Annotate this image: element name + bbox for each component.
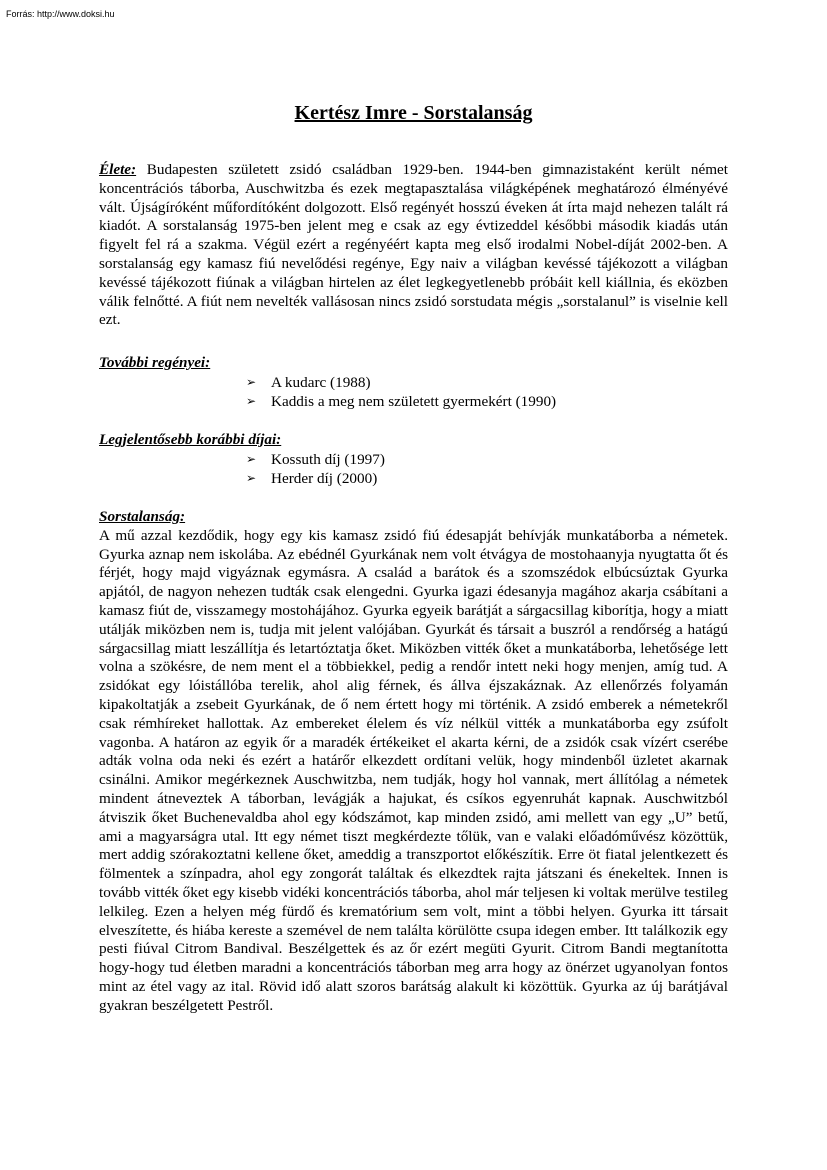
list-item-text: Kossuth díj (1997) (271, 450, 385, 468)
sorstalansag-text: A mű azzal kezdődik, hogy egy kis kamasz zsidó fiú édesapját behívják munkatáborba a németek. Gyurka aznap nem iskolába. Az ebédnél Gyurkának nem volt étvágya de mostohaanyja nyugtatta őt és férjét, hogy majd vigyáznak egymásra. A család a barátok és a szomszédok elbúcsúztak Gyurka apjától, de nagyon nehezen tudták csak elengedni. Gyurka igazi édesanyja magához akarja csábítani a kamasz fiút de, visszamegy mostohájához. Gyurka egyeik barátját a sárgacsillag kiborítja, hogy a miatt utálják miközben nem is, tudja mit jelent valójában. Gyurkát és társait a buszról a rendőrség a hatágú sárgacsillag miatt leszállítja és letartóztatja őket. Miközben vitték őket a munkatáborba, lehetősége lett volna a szökésre, de nem ment el a többiekkel, pedig a rendőr intett neki hogy menjen, amíg tud. A zsidókat egy lóistállóba terelik, ahol alig férnek, és állva éjszakáznak. Az ellenőrzés folyamán kipakoltatják a zsebeit Gyurkának, de ő nem értett hogy mi történik. A zsidó emberek a németekről csak rémhíreket hallottak. Az embereket élelem és víz nélkül vitték a munkatáborba egy zsúfolt vagonba. A határon az egyik őr a maradék értékeiket el akarta kérni, de a zsidók csak vízért cserébe adták volna oda neki és ezért a határőr elkezdett ordítani velük, hogy mindenből üzletet akarnak csinálni. Amikor megérkeznek Auschwitzba, nem tudják, hogy hol vannak, mert állítólag a németek mindent átneveztek A táborban, levágják a hajukat, és csíkos egyenruhát kapnak. Auschwitzból átviszik őket Buchenevaldba ahol egy kódszámot, kap minden zsidó, ami mellett van egy „U” betű, ami a magyarságra utal. Itt egy német tiszt megkérdezte tőlük, van e valaki előadóművész közöttük, mert addig szórakoztatni kellene őket, ameddig a transzportot előkészítik. Erre öt fiatal jelentkezett és fölmentek a színpadra, ahol egy zongorát találtak és elkezdtek rajta játszani és énekeltek. Innen is tovább vitték őket egy kisebb vidéki koncentrációs táborba, ahol már teljesen ki voltak merülve testileg lelkileg. Ezen a helyen még fürdő és krematórium sem volt, mint a többi helyen. Gyurka itt társait elveszítette, és hiába kereste a szemével de nem találta körülötte csupa idegen ember. Itt találkozik egy pesti fiúval Citrom Bandival. Beszélgettek és az őr ezért megüti Gyurit. Citrom Bandi megtanította hogy-hogy tud életben maradni a koncentrációs táborban meg arra hogy az önérzet ugyanolyan fontos mint az étel vagy az ital. Rövid idő alatt szoros barátság alakult ki közöttük. Gyurka az új barátjával gyakran beszélgetett Pestről. (99, 526, 728, 1014)
tovabbi-regenyei-heading: További regényei: (99, 354, 211, 371)
dijai-heading: Legjelentősebb korábbi díjai: (99, 431, 282, 448)
list-item (246, 469, 728, 488)
source-label: Forrás: http://www.doksi.hu (6, 9, 115, 19)
sorstalansag-heading: Sorstalanság: (99, 508, 186, 525)
novels-list (99, 373, 728, 411)
list-item (246, 450, 728, 469)
list-item (246, 373, 728, 392)
awards-list (99, 450, 728, 488)
arrow-bullet-icon: ➢ (246, 451, 257, 466)
section-tovabbi-regenyei (99, 354, 728, 411)
arrow-bullet-icon: ➢ (246, 470, 257, 485)
elete-paragraph (99, 161, 728, 330)
document-title: Kertész Imre - Sorstalanság (294, 102, 533, 124)
section-sorstalansag (99, 508, 728, 1016)
list-item-text: Kaddis a meg nem született gyermekért (1990) (271, 392, 557, 410)
section-elete (99, 161, 728, 330)
arrow-bullet-icon: ➢ (246, 393, 257, 408)
elete-text: Budapesten született zsidó családban 1929-ben. 1944-ben gimnazistaként került német koncentrációs táborba, Auschwitzba és ezek megtapasztalása világképének meghatározó élményévé vált. Újságíróként műfordítóként dolgozott. Első regényét hosszú éveken át írta majd nehezen talált rá kiadót. A sorstalanság 1975-ben jelent meg e csak az egy évtizeddel későbbi második kiadás után figyelt fel rá a szakma. Végül ezért a regényéért kapta meg első irodalmi Nobel-díját 2002-ben. A sorstalanság egy kamasz fiú nevelődési regénye, Egy naiv a világban kevéssé tájékozott a világban kevéssé tájékozott fiúnak a világban hirtelen az élet legkegyetlenebb próbáit kell kiállnia, és eközben válik felnőtté. A fiút nem nevelték vallásosan nincs zsidó sorstudata mégis „sorstalanul” is viselnie kell ezt. (99, 161, 728, 329)
list-item-text: Herder díj (2000) (271, 469, 378, 487)
list-item-text: A kudarc (1988) (271, 373, 371, 391)
arrow-bullet-icon: ➢ (246, 374, 257, 389)
section-dijai (99, 431, 728, 488)
list-item (246, 392, 728, 411)
elete-heading: Élete: (99, 161, 137, 178)
